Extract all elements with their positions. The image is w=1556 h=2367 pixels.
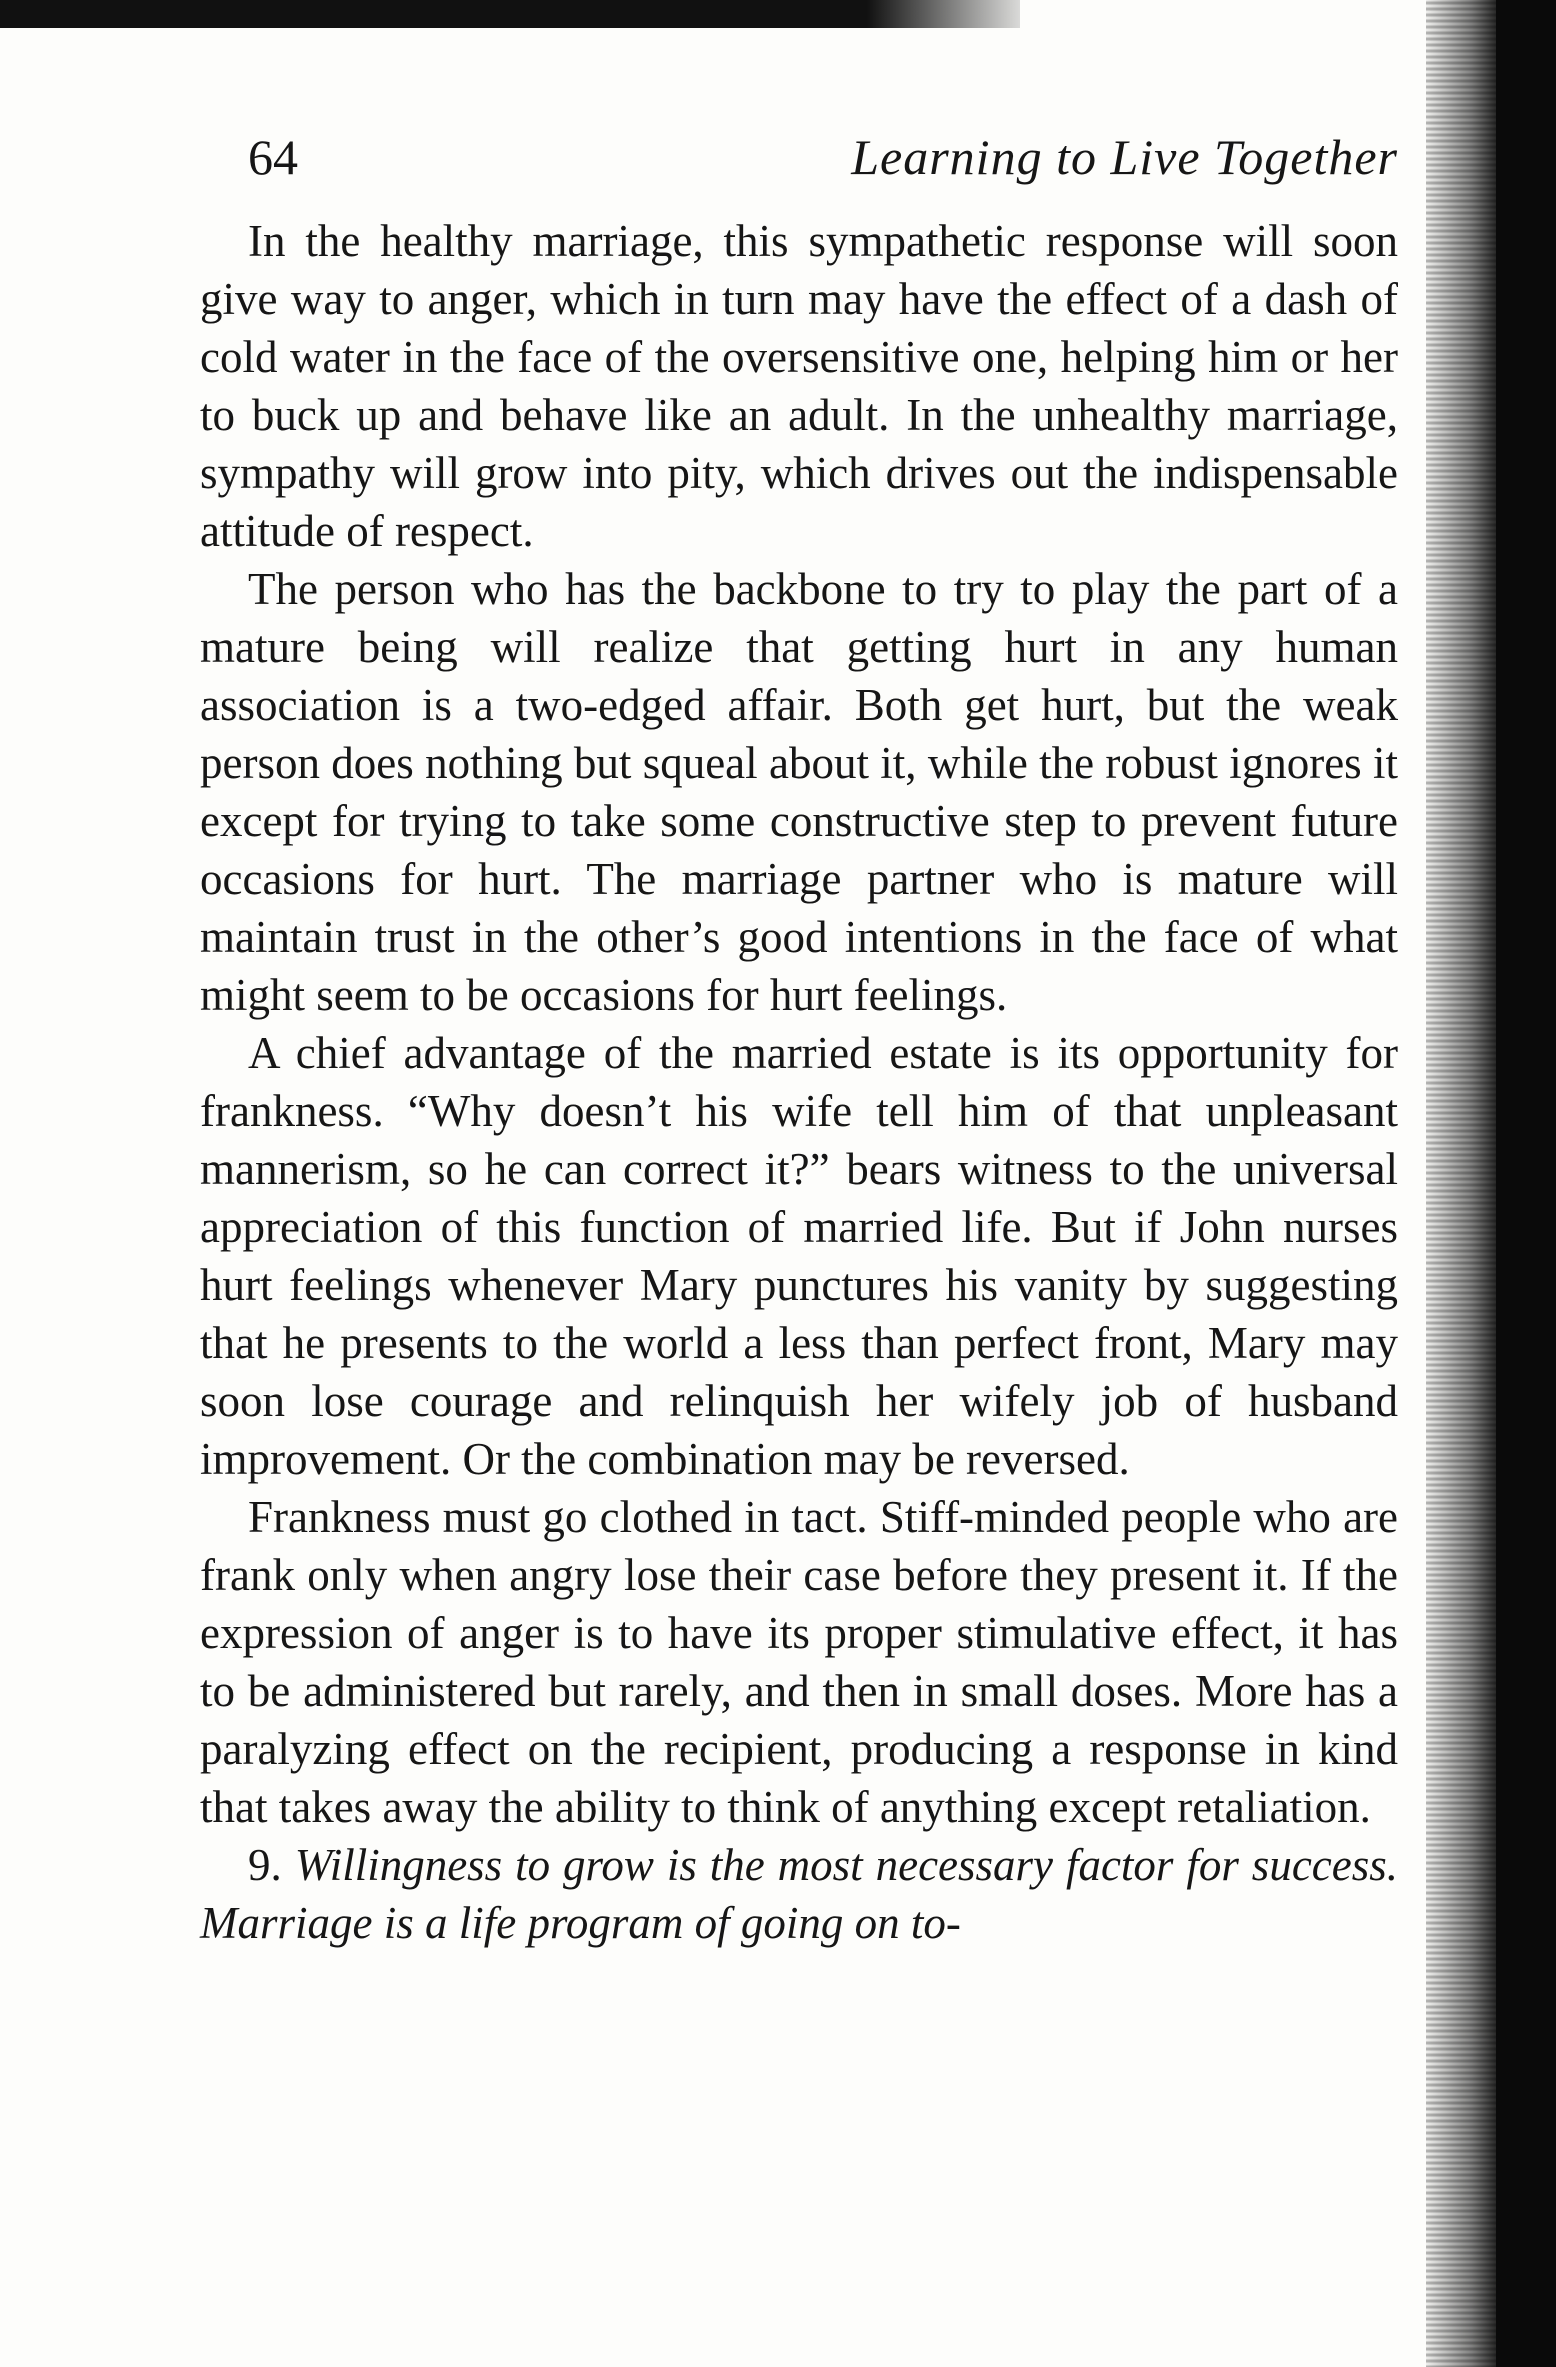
point-number: 9. [248, 1840, 282, 1890]
page-header [200, 118, 1398, 198]
scan-top-edge [0, 0, 1020, 28]
numbered-point [200, 1836, 1398, 1952]
paragraph-frankness-opportunity: A chief advantage of the married estate is its opportunity for frankness. “Why doesn’t his wife tell him of that unpleasant mannerism, so he can correct it?” bears witness to the universal appreciation of this function of married life. But if John nurses hurt feelings whenever Mary punctures his vanity by suggesting that he presents to the world a less than perfect front, Mary may soon lose courage and relinquish her wifely job of husband improvement. Or the combination may be reversed. [200, 1028, 1398, 1484]
body-text [200, 212, 1398, 1952]
paragraph-healthy-marriage: In the healthy marriage, this sympathetic response will soon give way to anger, which in turn may have the effect of a dash of cold water in the face of the oversensitive one, helping him or her to buck up and behave like an adult. In the unhealthy marriage, sympathy will grow into pity, which drives out the indispensable attitude of respect. [200, 216, 1398, 556]
point-text: Willingness to grow is the most necessary factor for success. Marriage is a life program of going on to- [200, 1840, 1399, 1948]
paragraph-mature-being: The person who has the backbone to try to play the part of a mature being will realize that getting hurt in any human association is a two-edged affair. Both get hurt, but the weak person does nothing but squeal about it, while the robust ignores it except for trying to take some constructive step to prevent future occasions for hurt. The marriage partner who is mature will maintain trust in the other’s good intentions in the face of what might seem to be occasions for hurt feelings. [200, 564, 1398, 1020]
page-number: 64 [248, 129, 298, 185]
paragraph-frankness-tact: Frankness must go clothed in tact. Stiff-minded people who are frank only when angry lose their case before they present it. If the expression of anger is to have its proper stimulative effect, it has to be administered but rarely, and then in small doses. More has a paralyzing effect on the recipient, producing a response in kind that takes away the ability to think of anything except retaliation. [200, 1492, 1398, 1832]
running-title: Learning to Live Together [851, 129, 1398, 185]
scan-right-edge [1496, 0, 1556, 2367]
